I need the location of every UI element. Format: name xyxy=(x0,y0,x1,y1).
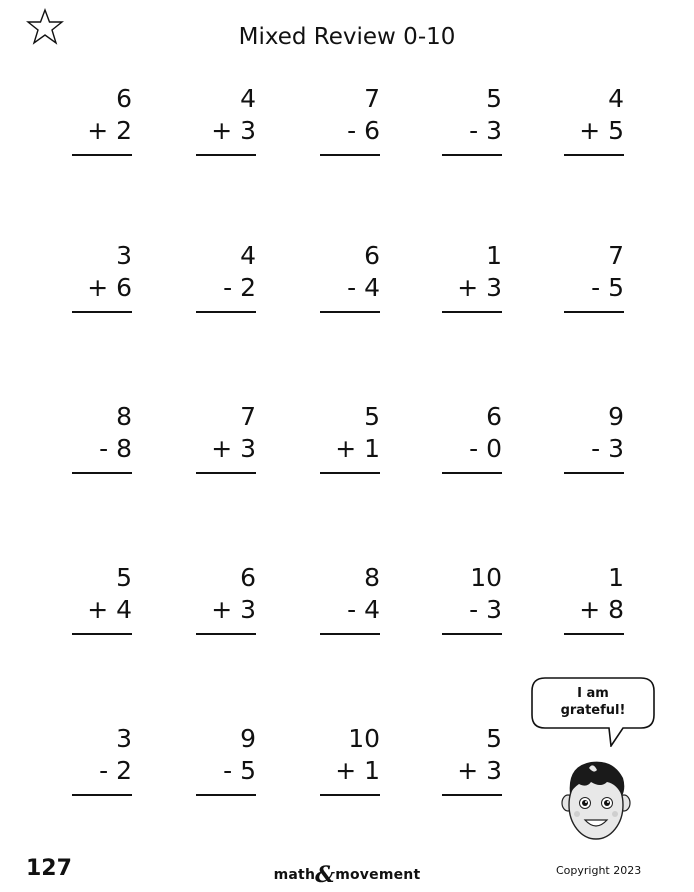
answer-line xyxy=(442,633,502,635)
problem-operation: + 5 xyxy=(579,116,624,145)
problem-top-number: 4 xyxy=(240,84,256,113)
problem-5-3 xyxy=(320,723,380,803)
problem-1-2 xyxy=(196,83,256,163)
problem-operation: - 3 xyxy=(591,434,624,463)
problem-operation: - 4 xyxy=(347,273,380,302)
problem-5-4 xyxy=(442,723,502,803)
problem-top-number: 6 xyxy=(364,241,380,270)
problem-operation: + 1 xyxy=(335,756,380,785)
problem-2-1 xyxy=(72,240,132,320)
problem-operation: - 5 xyxy=(223,756,256,785)
problem-3-3 xyxy=(320,401,380,481)
problem-operation: + 8 xyxy=(579,595,624,624)
problem-operation: - 0 xyxy=(469,434,502,463)
answer-line xyxy=(72,311,132,313)
copyright-text: Copyright 2023 xyxy=(556,864,642,877)
problem-3-5 xyxy=(564,401,624,481)
problem-2-5 xyxy=(564,240,624,320)
page-title: Mixed Review 0-10 xyxy=(238,24,456,50)
answer-line xyxy=(72,794,132,796)
problem-operation: - 2 xyxy=(223,273,256,302)
boy-face-icon xyxy=(561,758,631,843)
problem-top-number: 3 xyxy=(116,241,132,270)
problem-top-number: 1 xyxy=(486,241,502,270)
problem-operation: + 3 xyxy=(457,756,502,785)
page-number: 127 xyxy=(26,856,72,881)
answer-line xyxy=(196,472,256,474)
problem-top-number: 1 xyxy=(608,563,624,592)
answer-line xyxy=(320,794,380,796)
answer-line xyxy=(72,633,132,635)
problem-operation: + 4 xyxy=(87,595,132,624)
answer-line xyxy=(320,472,380,474)
problem-4-3 xyxy=(320,562,380,642)
problem-3-2 xyxy=(196,401,256,481)
problem-operation: + 3 xyxy=(211,595,256,624)
answer-line xyxy=(320,633,380,635)
problem-2-3 xyxy=(320,240,380,320)
answer-line xyxy=(196,633,256,635)
problem-top-number: 5 xyxy=(486,724,502,753)
problem-operation: + 1 xyxy=(335,434,380,463)
problem-1-3 xyxy=(320,83,380,163)
problem-top-number: 7 xyxy=(364,84,380,113)
problem-operation: + 3 xyxy=(211,116,256,145)
problem-top-number: 5 xyxy=(364,402,380,431)
problem-4-4 xyxy=(442,562,502,642)
problem-1-5 xyxy=(564,83,624,163)
answer-line xyxy=(442,154,502,156)
problem-top-number: 8 xyxy=(116,402,132,431)
answer-line xyxy=(442,311,502,313)
problem-top-number: 7 xyxy=(608,241,624,270)
answer-line xyxy=(442,472,502,474)
problem-5-2 xyxy=(196,723,256,803)
problem-5-1 xyxy=(72,723,132,803)
problem-top-number: 9 xyxy=(240,724,256,753)
problem-4-5 xyxy=(564,562,624,642)
problem-3-4 xyxy=(442,401,502,481)
problem-operation: - 3 xyxy=(469,595,502,624)
problem-operation: - 2 xyxy=(99,756,132,785)
problem-4-1 xyxy=(72,562,132,642)
problem-4-2 xyxy=(196,562,256,642)
problem-operation: + 3 xyxy=(457,273,502,302)
problem-operation: - 5 xyxy=(591,273,624,302)
problem-top-number: 9 xyxy=(608,402,624,431)
problem-3-1 xyxy=(72,401,132,481)
answer-line xyxy=(564,154,624,156)
problem-1-1 xyxy=(72,83,132,163)
problem-top-number: 4 xyxy=(240,241,256,270)
problem-operation: - 6 xyxy=(347,116,380,145)
answer-line xyxy=(196,154,256,156)
problem-top-number: 8 xyxy=(364,563,380,592)
problem-top-number: 4 xyxy=(608,84,624,113)
answer-line xyxy=(320,154,380,156)
problem-2-2 xyxy=(196,240,256,320)
problem-top-number: 5 xyxy=(116,563,132,592)
problem-2-4 xyxy=(442,240,502,320)
answer-line xyxy=(442,794,502,796)
problem-operation: - 8 xyxy=(99,434,132,463)
answer-line xyxy=(196,311,256,313)
problem-operation: + 2 xyxy=(87,116,132,145)
problem-top-number: 6 xyxy=(116,84,132,113)
speech-text: I am grateful! xyxy=(560,686,626,718)
answer-line xyxy=(72,154,132,156)
problem-operation: - 3 xyxy=(469,116,502,145)
problem-top-number: 10 xyxy=(470,563,502,592)
problem-top-number: 6 xyxy=(486,402,502,431)
answer-line xyxy=(564,472,624,474)
answer-line xyxy=(564,311,624,313)
problem-operation: + 3 xyxy=(211,434,256,463)
problem-top-number: 10 xyxy=(348,724,380,753)
problem-operation: + 6 xyxy=(87,273,132,302)
problem-top-number: 3 xyxy=(116,724,132,753)
problem-top-number: 6 xyxy=(240,563,256,592)
brand-logo: math&movement xyxy=(273,862,421,888)
problem-operation: - 4 xyxy=(347,595,380,624)
answer-line xyxy=(72,472,132,474)
problem-top-number: 7 xyxy=(240,402,256,431)
problem-1-4 xyxy=(442,83,502,163)
answer-line xyxy=(564,633,624,635)
problem-top-number: 5 xyxy=(486,84,502,113)
answer-line xyxy=(196,794,256,796)
answer-line xyxy=(320,311,380,313)
